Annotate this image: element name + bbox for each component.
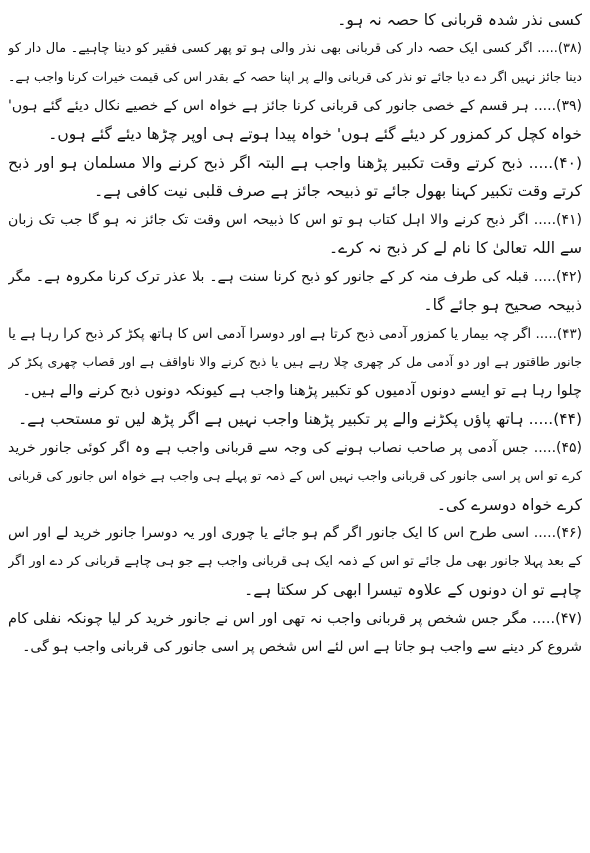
text-line: جانور طاقتور ہے اور دو آدمی مل کر چھری چلا رہے ہیں یا ذبح کرنے والا ناواقف ہے اور قصاب چھری پکڑ کر	[8, 354, 582, 369]
text-line: خواہ کچل کر کمزور کر دیئے گئے ہوں' خواہ پیدا ہوتے ہی اوپر چڑھا دیئے گئے ہوں۔	[48, 125, 582, 143]
text-line: (۴۳)..... اگر چہ بیمار یا کمزور آدمی ذبح کرتا ہے اور دوسرا آدمی اس کا ہاتھ پکڑ کر ذبح کرا رہا ہے یا	[8, 325, 582, 342]
text-line: کرے خواہ دوسرے کی۔	[436, 495, 582, 514]
text-line: کسی نذر شدہ قربانی کا حصہ نہ ہو۔	[337, 11, 582, 29]
text-line: (۴۲)..... قبلہ کی طرف منہ کر کے جانور کو ذبح کرنا سنت ہے۔ بلا عذر ترک کرنا مکروہ ہے۔ مگر	[8, 268, 582, 285]
text-line: (۴۵)..... جس آدمی پر صاحب نصاب ہونے کی وجہ سے قربانی واجب ہے وہ اگر کوئی جانور خرید	[8, 439, 582, 456]
text-line: دینا جائز نہیں اگر دے دیا جائے تو نذر کی قربانی والے پر اپنا حصہ کے بقدر اس کی قیمت خیرات کرنا واجب ہے۔	[8, 69, 582, 84]
text-line: (۴۴)..... ہاتھ پاؤں پکڑنے والے پر تکبیر پڑھنا واجب نہیں ہے اگر پڑھ لیں تو مستحب ہے۔	[18, 410, 582, 428]
text-line: کرتے وقت تکبیر کہنا بھول جائے تو ذبیحہ جائز ہے صرف قلبی نیت کافی ہے۔	[94, 182, 582, 200]
text-line: (۳۸)..... اگر کسی ایک حصہ دار کی قربانی بھی نذر والی ہو تو پھر کسی فقیر کو دینا چاہیے۔ مال دار کو	[8, 40, 582, 56]
text-line: سے اللہ تعالیٰ کا نام لے کر ذبح نہ کرے۔	[329, 239, 582, 257]
text-line: (۳۹)..... ہر قسم کے خصی جانور کی قربانی کرنا جائز ہے خواہ اس کے خصیے نکال دیئے گئے ہوں'	[8, 97, 582, 114]
text-line: کے بعد پہلا جانور بھی مل جائے تو اس کے ذمہ ایک ہی قربانی واجب ہے جو ہی چاہے قربانی کر دے اور اگر	[8, 553, 582, 569]
text-line: (۴۶)..... اسی طرح اس کا ایک جانور اگر گم ہو جائے یا چوری اور یہ دوسرا جانور خرید لے اور اس	[8, 525, 582, 541]
text-line: کرے تو اس پر اسی جانور کی قربانی واجب نہیں اس کے ذمہ تو پہلے ہی واجب ہے خواہ اس جانور کی قربانی	[8, 468, 582, 483]
text-line: (۴۷)..... مگر جس شخص پر قربانی واجب نہ تھی اور اس نے جانور خرید کر لیا چونکہ نفلی کام	[8, 610, 582, 627]
text-line: (۴۰)..... ذبح کرتے وقت تکبیر پڑھنا واجب ہے البتہ اگر ذبح کرنے والا مسلمان ہو اور ذبح	[8, 153, 582, 172]
text-line: چلوا رہا ہے تو ایسے دونوں آدمیوں کو تکبیر پڑھنا واجب ہے کیونکہ دونوں ذبح کرنے والے ہیں۔	[22, 382, 582, 399]
text-line: چاہے تو ان دونوں کے علاوہ تیسرا ابھی کر سکتا ہے۔	[244, 581, 582, 599]
text-line: (۴۱)..... اگر ذبح کرنے والا اہل کتاب ہو تو اس کا ذبیحہ اس وقت تک جائز نہ ہو گا جب تک زبان	[8, 211, 582, 228]
text-line: شروع کر دینے سے واجب ہو جاتا ہے اس لئے اس شخص پر اسی جانور کی قربانی واجب ہو گی۔	[22, 639, 582, 655]
text-line: ذبیحہ صحیح ہو جائے گا۔	[423, 296, 582, 314]
